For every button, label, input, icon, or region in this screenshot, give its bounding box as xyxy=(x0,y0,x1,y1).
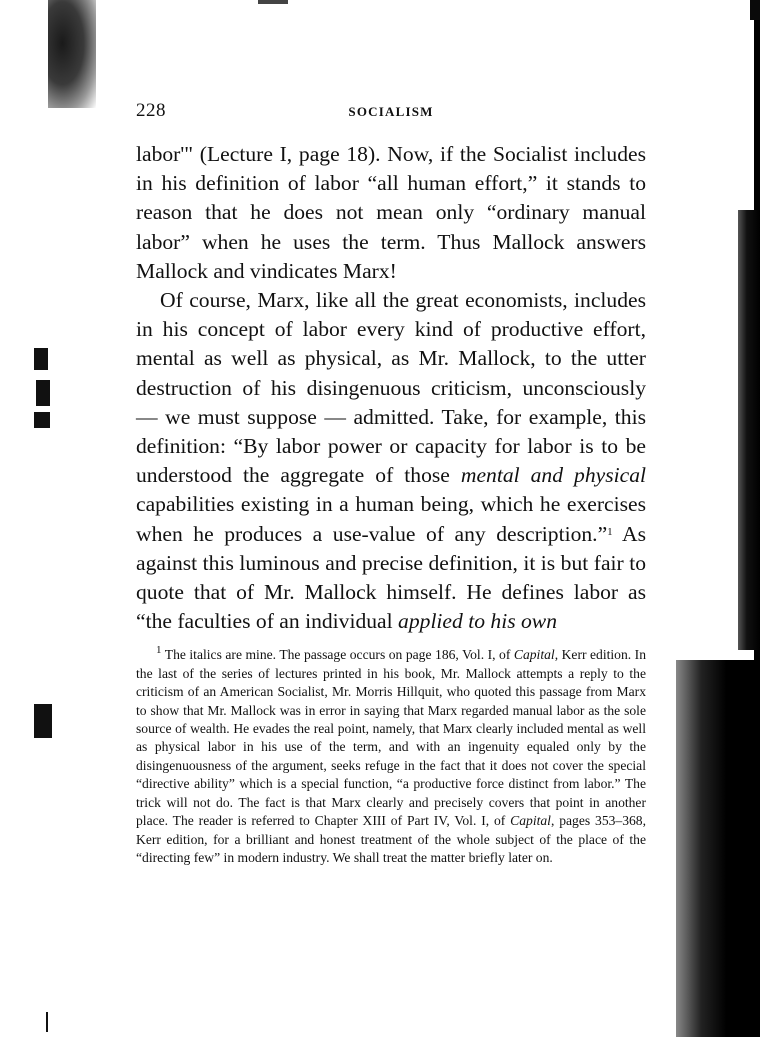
scan-mark-top xyxy=(258,0,288,4)
running-head xyxy=(136,96,646,124)
scan-shadow-right-3 xyxy=(676,660,760,1037)
scan-mark-right-1 xyxy=(750,0,760,20)
page-number: 228 xyxy=(136,100,166,121)
running-title: SOCIALISM xyxy=(348,104,434,119)
footnote-intro: The italics are mine. The passage occurs on page 186, Vol. I, of xyxy=(161,647,514,663)
paragraph-2 xyxy=(136,286,646,636)
paragraph-1: labor'" (Lecture I, page 18). Now, if the Socialist includes in his definition of labor “all human effort,” it stands to reason that he does not mean only “ordinary manual labor” when he uses the term. Thus Mallock answers Mallock and vindicates Marx! xyxy=(136,142,646,283)
scan-shadow-right-2 xyxy=(738,210,760,650)
paragraph-2-part-3: As against this luminous and precise definition, it is but fair to quote that of Mr. Mallock himself. He defines labor as “the faculties of an individual xyxy=(136,521,646,634)
scan-mark-left-1 xyxy=(34,348,48,370)
scan-mark-left-3 xyxy=(34,412,50,428)
scan-mark-left-2 xyxy=(36,380,50,406)
footnote-capital-1: Capital xyxy=(513,647,555,663)
paragraph-2-italic-1: mental and physical xyxy=(460,463,646,488)
footnote-paragraph xyxy=(136,646,646,867)
footnote-marker: 1 xyxy=(156,644,162,657)
footnote xyxy=(136,646,646,867)
paragraph-2-part-2: capabilities existing in a human being, which he exercises when he produces a use-value of any description.” xyxy=(136,492,646,546)
scan-shadow-top-left xyxy=(48,0,96,108)
footnote-text-2: , pages 353–368, Kerr edition, for a brilliant and honest treatment of the whole subject of the place of the “directing few” in modern industry. We shall treat the matter briefly later on. xyxy=(136,813,646,865)
footnote-text-1: , Kerr edition. In the last of the series of lectures printed in his book, Mr. Mallock attempts a reply to the criticism of an American Socialist, Mr. Morris Hillquit, who quoted this passage from Marx to show that Mr. Mallock was in error in saying that Marx regarded manual labor as the sole source of wealth. He evades the real point, namely, that Marx clearly included mental as well as physical labor in his use of the term, and with an ingenuity equaled only by the disingenuousness of the argument, seeks refuge in the fact that it does not cover the special “directive ability” which is a special function, “a productive force distinct from labor.” The trick will not do. The fact is that Marx clearly and precisely covers that point in another place. The reader is referred to Chapter XIII of Part IV, Vol. I, of xyxy=(136,647,646,829)
scan-mark-left-4 xyxy=(34,704,52,738)
footnote-capital-2: Capital xyxy=(510,813,551,829)
scan-mark-left-5 xyxy=(46,1012,48,1032)
paragraph-2-part-1: Of course, Marx, like all the great economists, includes in his concept of labor every kind of productive effort, mental as well as physical, as Mr. Mallock, to the utter destruction of his disingenuous criticism, unconsciously — we must suppose — admitted. Take, for example, this definition: “By labor power or capacity for labor is to be understood the aggregate of those xyxy=(136,288,646,488)
footnote-reference: 1 xyxy=(607,525,613,538)
book-page xyxy=(136,96,646,867)
body-text xyxy=(136,140,646,636)
paragraph-2-italic-2: applied to his own xyxy=(398,609,558,634)
